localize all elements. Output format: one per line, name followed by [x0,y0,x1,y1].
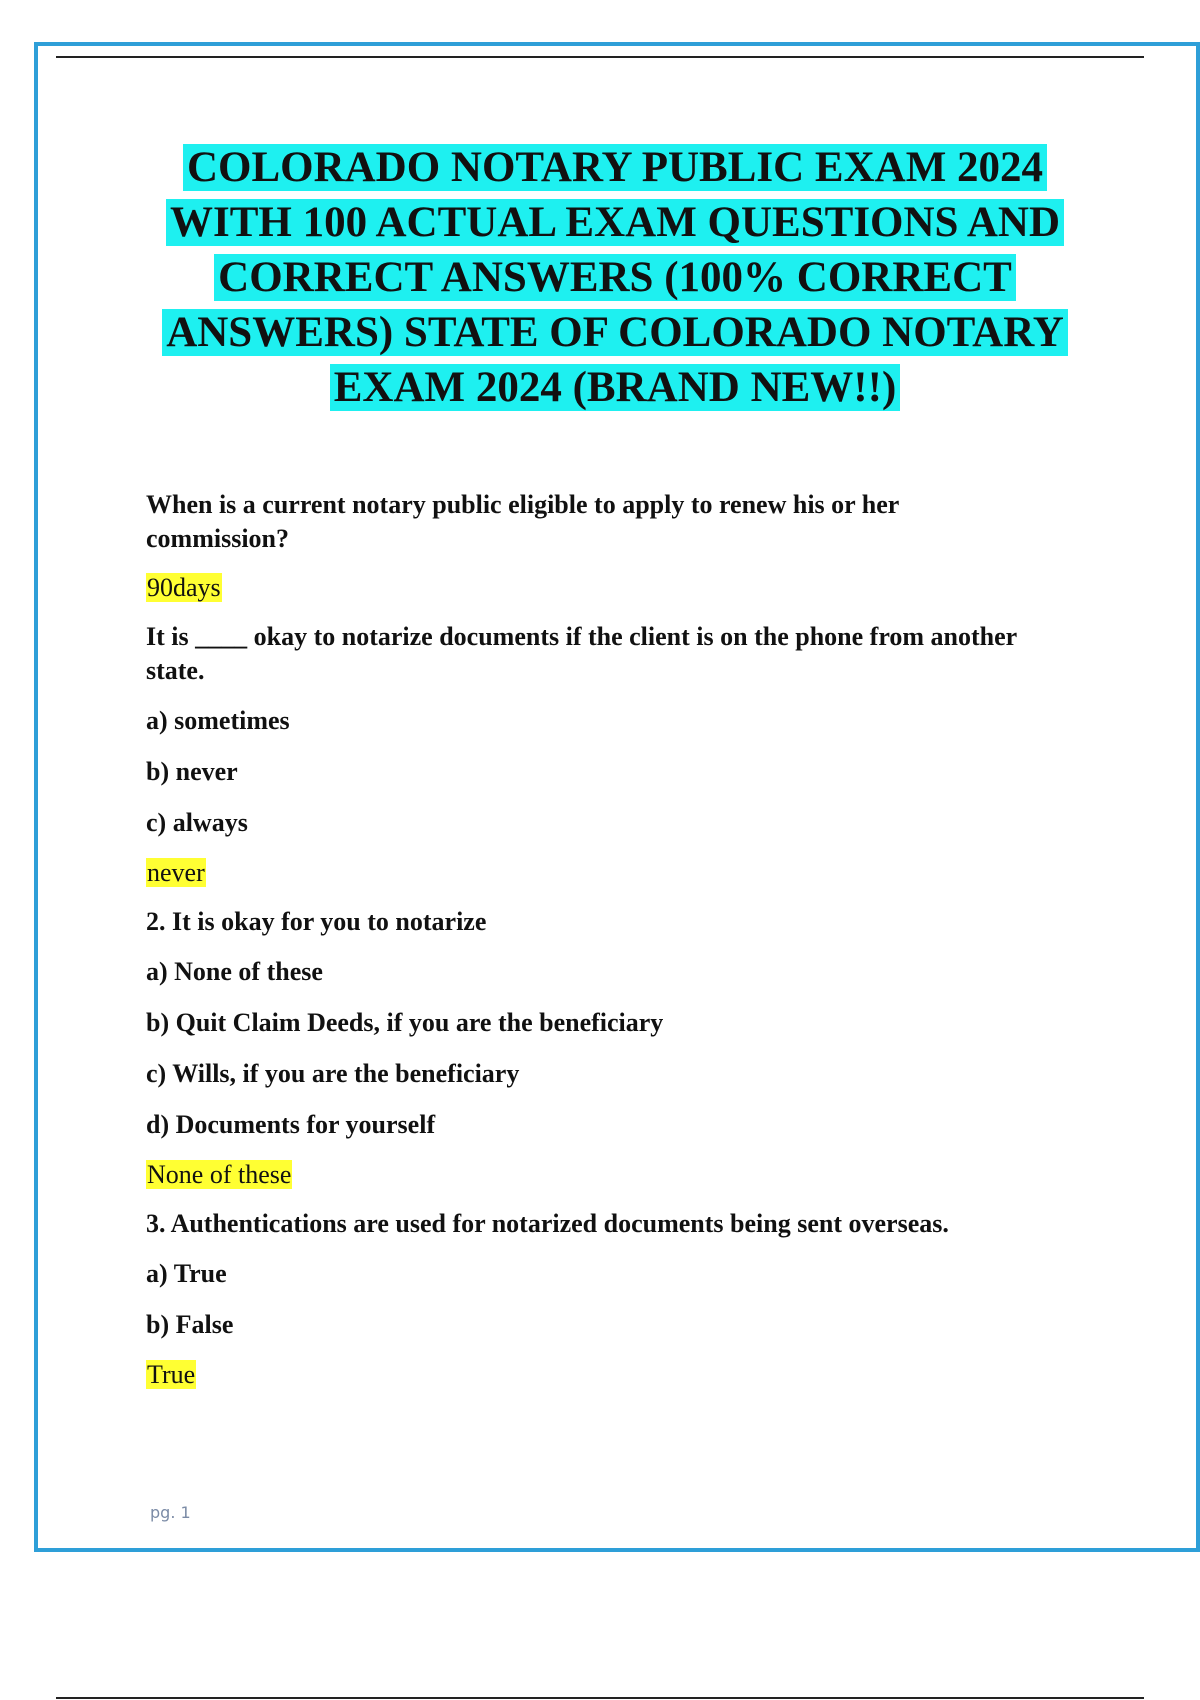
answer-option: c) Wills, if you are the beneficiary [146,1059,520,1088]
answer-text: never [147,858,205,887]
answer-highlight [146,572,1046,604]
document-title [120,140,1110,415]
next-page-header-rule [56,1697,1144,1699]
answer-option: b) never [146,757,238,786]
answer-option: a) sometimes [146,706,290,735]
answer-option: a) None of these [146,957,323,986]
question-text: It is ____ okay to notarize documents if the client is on the phone from another state. [146,622,1017,685]
answer-option: b) Quit Claim Deeds, if you are the beneficiary [146,1008,664,1037]
answer-option: c) always [146,808,248,837]
answer-highlight [146,857,1046,889]
title-line: EXAM 2024 (BRAND NEW!!) [330,364,901,411]
answer-option: b) False [146,1310,234,1339]
question-text: When is a current notary public eligible to apply to renew his or her commission? [146,490,899,553]
title-line: WITH 100 ACTUAL EXAM QUESTIONS AND [166,199,1064,246]
answer-highlight [146,1159,1046,1191]
answer-highlight [146,1359,1046,1391]
answer-text: None of these [147,1160,292,1189]
answer-text: 90days [147,573,221,602]
question-text: 3. Authentications are used for notarized documents being sent overseas. [146,1209,949,1238]
answer-text: True [147,1360,196,1389]
page-border-right-edge [1196,42,1200,1552]
answer-option: a) True [146,1259,227,1288]
answer-option: d) Documents for yourself [146,1110,436,1139]
title-line: COLORADO NOTARY PUBLIC EXAM 2024 [183,144,1047,191]
page-number: pg. 1 [150,1503,191,1522]
question-text: 2. It is okay for you to notarize [146,907,487,936]
question-list [146,488,1046,1407]
title-line: ANSWERS) STATE OF COLORADO NOTARY [162,309,1068,356]
header-rule [56,56,1144,58]
title-line: CORRECT ANSWERS (100% CORRECT [214,254,1016,301]
